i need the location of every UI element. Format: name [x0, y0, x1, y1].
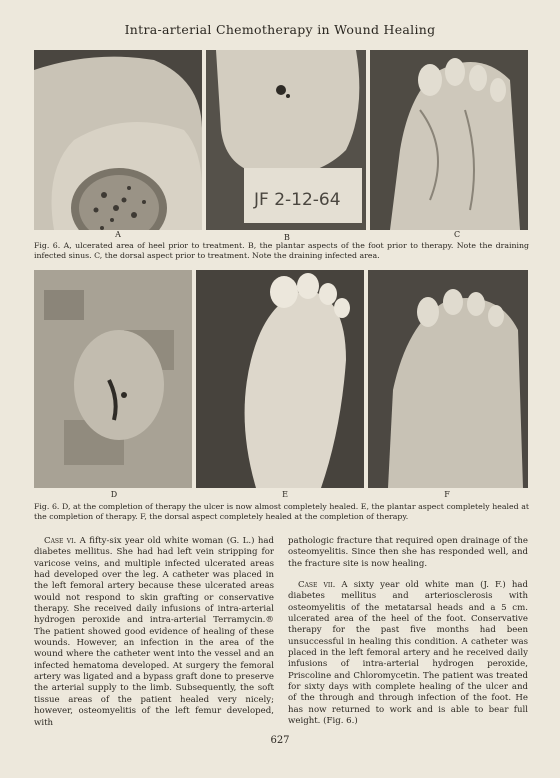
- photo-d-heel-healing: [34, 270, 192, 488]
- panel-label-f: F: [444, 490, 450, 499]
- body-column-right: [288, 536, 528, 734]
- case-6-text: A fifty-six year old white woman (G. L.) had diabetes mellitus. She had had left vein stripping for varicose veins, and multiple infected ulcerated areas had developed over the leg. A catheter was placed in the left femoral artery because these ulcerated areas would not respond to skin grafting or conservative therapy. She received daily infusions of intra-arterial hydrogen peroxide and intra-arterial Terramycin.® The patient showed good evidence of healing of these wounds. However, an infection in the area of the wound where the catheter went into the vessel and an infected hematoma developed. At surgery the femoral artery was ligated and a bypass graft done to preserve the arterial supply to the limb. Subsequently, the soft tissue areas of the patient healed very nicely; however, osteomyelitis of the left femur developed, with: [34, 536, 274, 728]
- photo-f-dorsal-healed: [368, 270, 528, 488]
- panel-label-d: D: [110, 490, 118, 499]
- case-6-title: Case vi.: [44, 536, 77, 546]
- case-7-text: A sixty year old white man (J. F.) had diabetes mellitus and arteriosclerosis with osteomyelitis of the metatarsal heads and a 5 cm. ulcerated area of the heel of the foot. Conservative therapy for the past five months had been unsuccessful in healing this condition. A catheter was placed in the left femoral artery and he received daily infusions of intra-arterial hydrogen peroxide, Priscoline and Chloromycetin. The patient was treated for sixty days with complete healing of the ulcer and of the through and through infection of the foot. He has now returned to work and is able to bear full weight. (Fig. 6.): [288, 580, 529, 727]
- panel-label-a: A: [115, 230, 121, 239]
- panel-label-c: C: [453, 230, 461, 239]
- figure-caption-top: Fig. 6. A, ulcerated area of heel prior to treatment. B, the plantar aspects of the foot prior to therapy. Note the draining infected sinus. C, the dorsal aspect prior to treatment. Note the draining infected area.: [34, 241, 529, 260]
- panel-label-e: E: [282, 490, 288, 499]
- case-7-paragraph: [288, 580, 528, 727]
- photo-b-plantar-prior: [206, 50, 366, 230]
- photo-a-heel-ulcer: [34, 50, 202, 230]
- case-7-title: Case vii.: [298, 580, 336, 591]
- case-6-paragraph: [34, 536, 274, 729]
- case-6-continued: pathologic fracture that required open drainage of the osteomyelitis. Since then she has responded well, and the fracture site is now healing.: [288, 536, 528, 569]
- photo-e-plantar-healed: [196, 270, 364, 488]
- photo-c-dorsal-prior: [370, 50, 528, 230]
- running-header: Intra-arterial Chemotherapy in Wound Healing: [124, 22, 436, 37]
- panel-label-b: B: [284, 233, 290, 242]
- photo-b-label-text: JF 2-12-64: [254, 190, 341, 210]
- body-column-left: [34, 536, 274, 735]
- figure-caption-bottom: Fig. 6. D, at the completion of therapy the ulcer is now almost completely healed. E, the plantar aspect completely healed at the completion of therapy. F, the dorsal aspect completely healed at the completion of therapy.: [34, 502, 529, 521]
- page-number: 627: [270, 735, 290, 746]
